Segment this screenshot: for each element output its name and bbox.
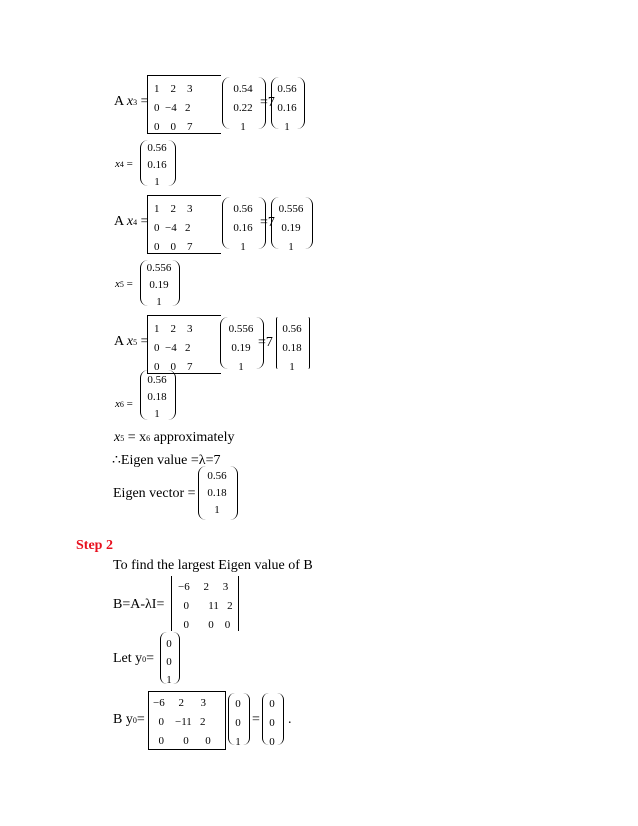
iter1-next-label: x4 = [115,158,133,170]
iter2-a-cells: 1 2 3 0 −4 2 0 0 7 [154,203,193,253]
iter2-result: 0.556 0.19 1 [278,203,304,253]
iter3-next-vector: 0.56 0.18 1 [147,374,167,420]
iter3-vector: 0.556 0.19 1 [228,323,254,373]
step2-intro: To find the largest Eigen value of B [113,558,313,573]
iter2-next-vector: 0.556 0.19 1 [146,262,172,308]
iter2-vector: 0.56 0.16 1 [233,203,253,253]
iter3-result: 0.56 0.18 1 [282,323,302,373]
by0-matrix: −6 2 3 0 −11 2 0 0 0 [153,697,211,747]
iter1-eq: =7 [260,95,275,110]
iter3-a-cells: 1 2 3 0 −4 2 0 0 7 [154,323,193,373]
step2-heading: Step 2 [76,538,113,553]
b-label: B=A-λI= [113,597,165,612]
by0-eq: = [252,712,260,727]
eigenvector-vector: 0.56 0.18 1 [207,470,227,516]
let-y0-label: Let y0= [113,651,155,666]
approx-line: x5 = x6 approximately [114,430,235,445]
iter1-result: 0.56 0.16 1 [277,83,297,133]
iter1-lhs: A x3 = [114,94,149,109]
by0-dot: . [288,712,292,727]
iter2-next-label: x5 = [115,278,133,290]
iter1-next-vector: 0.56 0.16 1 [147,142,167,188]
iter3-lhs: A x5 = [114,334,149,349]
iter3-next-label: x6 = [115,398,133,410]
y0-vector: 0 0 1 [166,638,172,686]
iter3-eq: =7 [258,335,273,350]
by0-label: B y0= [113,712,145,727]
eigenvalue-line: ∴Eigen value =λ=7 [112,453,221,468]
b-matrix: −6 2 3 0 11 2 0 0 0 [178,581,233,631]
iter2-eq: =7 [260,215,275,230]
by0-result: 0 0 0 [269,698,275,748]
by0-vector: 0 0 1 [235,698,241,748]
iter2-lhs: A x4 = [114,214,149,229]
iter1-a-cells: 1 2 3 0 −4 2 0 0 7 [154,83,193,133]
eigenvector-label: Eigen vector = [113,486,196,501]
iter1-vector: 0.54 0.22 1 [233,83,253,133]
